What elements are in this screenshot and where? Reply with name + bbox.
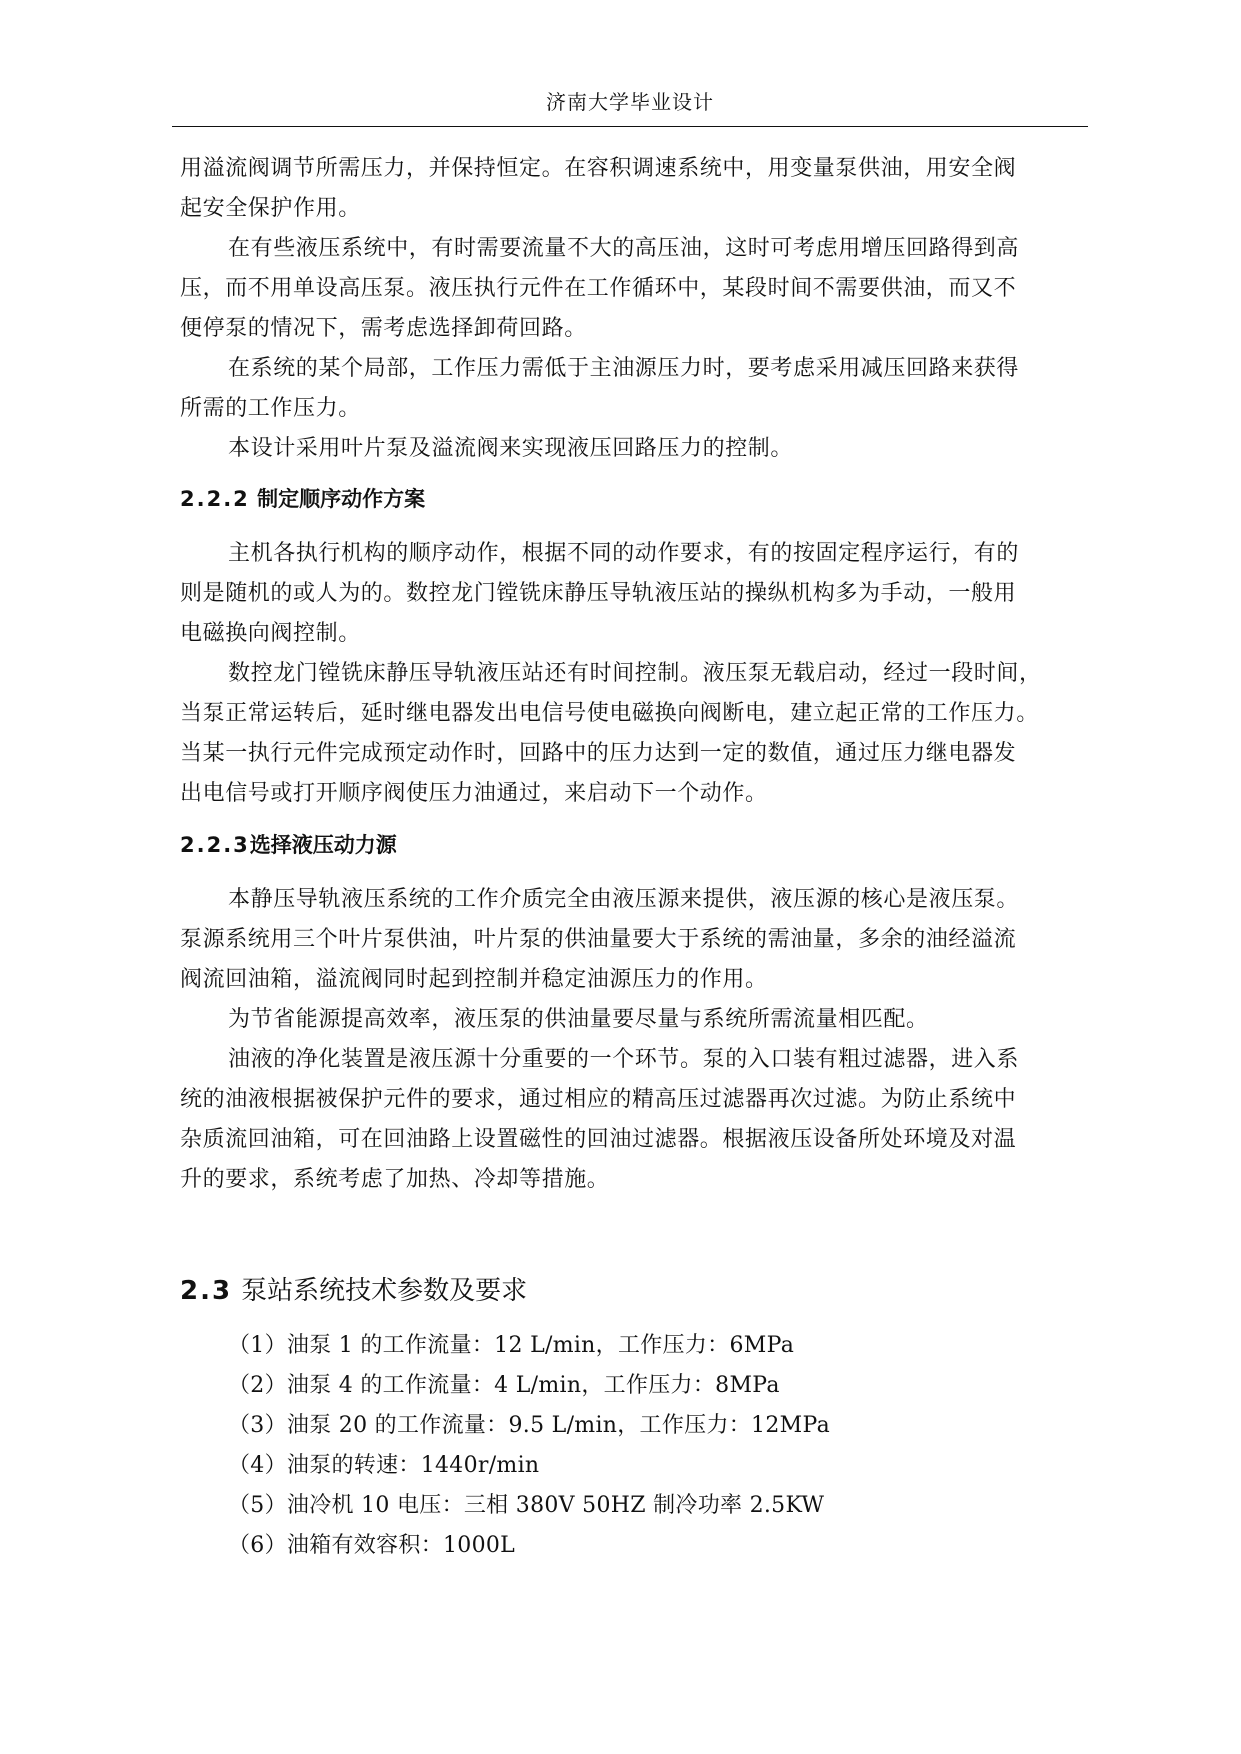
section-heading-2-3 — [180, 1271, 527, 1311]
paragraph-line: 为节省能源提高效率，液压泵的供油量要尽量与系统所需流量相匹配。 — [228, 1007, 929, 1032]
section-title: 制定顺序动作方案 — [257, 487, 426, 511]
parameter-item: （3）油泵 20 的工作流量：9.5 L/min，工作压力：12MPa — [228, 1413, 830, 1438]
paragraph-line: 出电信号或打开顺序阀使压力油通过，来启动下一个动作。 — [180, 781, 768, 806]
paragraph-line: 则是随机的或人为的。数控龙门镗铣床静压导轨液压站的操纵机构多为手动，一般用 — [180, 581, 1017, 606]
paragraph-line: 起安全保护作用。 — [180, 196, 361, 221]
paragraph-line: 当泵正常运转后，延时继电器发出电信号使电磁换向阀断电，建立起正常的工作压力。 — [180, 701, 1039, 726]
paragraph-line: 在有些液压系统中，有时需要流量不大的高压油，这时可考虑用增压回路得到高 — [228, 236, 1020, 261]
paragraph-line: 杂质流回油箱，可在回油路上设置磁性的回油过滤器。根据液压设备所处环境及对温 — [180, 1127, 1017, 1152]
section-number: 2.3 — [180, 1276, 233, 1306]
section-number: 2.2.2 — [180, 487, 250, 511]
header-title: 济南大学毕业设计 — [546, 90, 714, 114]
paragraph-line: 本设计采用叶片泵及溢流阀来实现液压回路压力的控制。 — [228, 436, 794, 461]
paragraph-line: 阀流回油箱，溢流阀同时起到控制并稳定油源压力的作用。 — [180, 967, 768, 992]
section-heading-2-2-2 — [180, 481, 425, 517]
paragraph-line: 用溢流阀调节所需压力，并保持恒定。在容积调速系统中，用变量泵供油，用安全阀 — [180, 156, 1017, 181]
parameter-item: （5）油冷机 10 电压：三相 380V 50HZ 制冷功率 2.5KW — [228, 1493, 825, 1518]
parameter-list — [228, 1326, 830, 1566]
paragraph-line: 油液的净化装置是液压源十分重要的一个环节。泵的入口装有粗过滤器，进入系 — [228, 1047, 1020, 1072]
paragraph-line: 压，而不用单设高压泵。液压执行元件在工作循环中，某段时间不需要供油，而又不 — [180, 276, 1017, 301]
section-title: 泵站系统技术参数及要求 — [241, 1276, 528, 1306]
parameter-item: （6）油箱有效容积：1000L — [228, 1533, 516, 1558]
paragraph-line: 在系统的某个局部，工作压力需低于主油源压力时，要考虑采用减压回路来获得 — [228, 356, 1020, 381]
page-header — [172, 84, 1088, 127]
paragraph-line: 统的油液根据被保护元件的要求，通过相应的精高压过滤器再次过滤。为防止系统中 — [180, 1087, 1017, 1112]
parameter-item: （4）油泵的转速：1440r/min — [228, 1453, 540, 1478]
section-heading-2-2-3 — [180, 827, 397, 863]
paragraph-line: 本静压导轨液压系统的工作介质完全由液压源来提供，液压源的核心是液压泵。 — [228, 887, 1020, 912]
paragraph-line: 数控龙门镗铣床静压导轨液压站还有时间控制。液压泵无载启动，经过一段时间， — [228, 661, 1042, 686]
paragraph-line: 便停泵的情况下，需考虑选择卸荷回路。 — [180, 316, 587, 341]
paragraph-line: 泵源系统用三个叶片泵供油，叶片泵的供油量要大于系统的需油量，多余的油经溢流 — [180, 927, 1017, 952]
section-title: 选择液压动力源 — [249, 833, 397, 857]
paragraph-line: 电磁换向阀控制。 — [180, 621, 361, 646]
paragraph-line: 升的要求，系统考虑了加热、冷却等措施。 — [180, 1167, 610, 1192]
paragraph-line: 当某一执行元件完成预定动作时，回路中的压力达到一定的数值，通过压力继电器发 — [180, 741, 1017, 766]
section-number: 2.2.3 — [180, 833, 250, 857]
paragraph-line: 主机各执行机构的顺序动作，根据不同的动作要求，有的按固定程序运行，有的 — [228, 541, 1020, 566]
paragraph-line: 所需的工作压力。 — [180, 396, 361, 421]
parameter-item: （1）油泵 1 的工作流量：12 L/min，工作压力：6MPa — [228, 1333, 795, 1358]
parameter-item: （2）油泵 4 的工作流量：4 L/min，工作压力：8MPa — [228, 1373, 780, 1398]
